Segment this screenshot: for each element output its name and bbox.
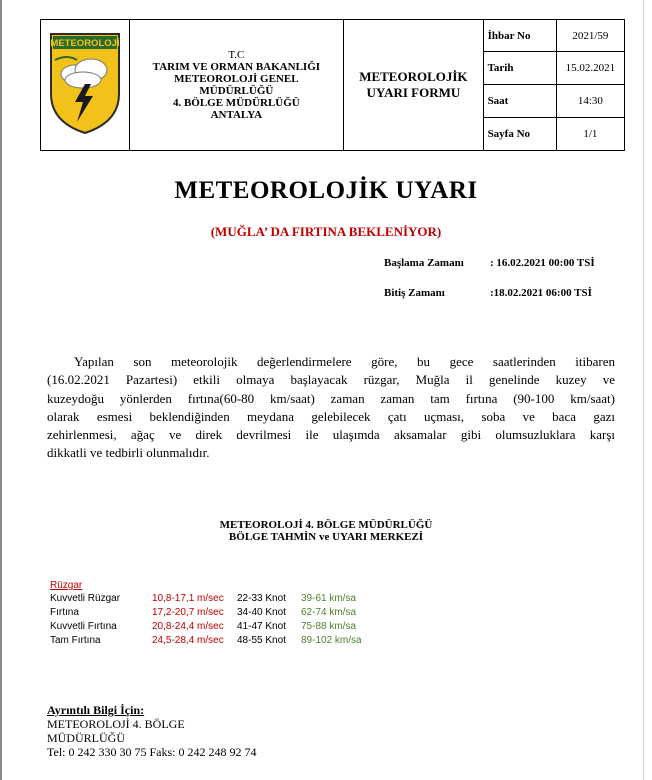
field-label: İhbar No xyxy=(483,20,556,52)
wind-row xyxy=(50,593,357,607)
contact-phone: Tel: 0 242 330 30 75 Faks: 0 242 248 92 74 xyxy=(47,745,257,759)
org-line: ANTALYA xyxy=(210,109,263,121)
wind-heading: Rüzgar xyxy=(50,580,83,591)
body-line: zehirlenmesi, ağaç ve direk devrilmesi ile ulaşımda aksamalar gibi olumsuzluklara karşı xyxy=(47,427,615,443)
wind-kmh: 39-61 km/sa xyxy=(301,593,357,604)
field-label: Saat xyxy=(483,85,556,118)
wind-ms: 10,8-17,1 m/sec xyxy=(152,593,224,604)
form-title-cell xyxy=(344,20,483,151)
start-time-label: Başlama Zamanı xyxy=(384,257,464,269)
wind-ms: 20,8-24,4 m/sec xyxy=(152,621,224,632)
warning-body xyxy=(47,353,615,463)
page-right-border xyxy=(643,0,644,780)
org-line: METEOROLOJİ GENEL xyxy=(174,73,299,85)
form-title-line: METEOROLOJİK xyxy=(359,69,468,84)
organization-cell xyxy=(129,20,344,151)
end-time-value: :18.02.2021 06:00 TSİ xyxy=(490,287,592,299)
document-title: METEOROLOJİK UYARI xyxy=(174,177,478,204)
contact-title: Ayrıntılı Bilgi İçin: xyxy=(47,703,145,717)
org-line: T.C xyxy=(228,49,245,61)
body-line: kuzeydoğu yönlerden fırtına(60-80 km/saat) zaman zaman tam fırtına (90-100 km/saat) xyxy=(47,390,615,406)
wind-knot: 22-33 Knot xyxy=(237,593,286,604)
wind-knot: 34-40 Knot xyxy=(237,607,286,618)
org-line: TARIM VE ORMAN BAKANLIĞI xyxy=(152,61,321,73)
field-value: 2021/59 xyxy=(556,20,624,52)
document-subtitle: (MUĞLA’ DA FIRTINA BEKLENİYOR) xyxy=(210,224,442,239)
header-table xyxy=(40,19,625,151)
start-time-value: : 16.02.2021 00:00 TSİ xyxy=(490,257,595,269)
body-line: Yapılan son meteorolojik değerlendirmelere göre, bu gece saatlerinden itibaren xyxy=(74,354,615,369)
page-left-border xyxy=(0,0,2,780)
wind-knot: 48-55 Knot xyxy=(237,635,286,646)
end-time-label: Bitiş Zamanı xyxy=(384,287,445,299)
org-line: MÜDÜRLÜĞÜ xyxy=(199,85,274,97)
field-value: 14:30 xyxy=(556,85,624,118)
body-line: olarak esmesi beklendiğinden meydana gelebilecek çatı uçması, soba ve baca gazı xyxy=(47,408,615,424)
contact-block xyxy=(47,703,257,759)
wind-row xyxy=(50,607,357,621)
wind-name: Fırtına xyxy=(50,607,79,618)
field-label: Tarih xyxy=(483,52,556,85)
logo-cell xyxy=(41,20,130,151)
field-value: 1/1 xyxy=(556,118,624,151)
form-title-line: UYARI FORMU xyxy=(366,85,461,100)
body-line: dikkatli ve tedbirli olunmalıdır. xyxy=(47,445,210,461)
org-line: 4. BÖLGE MÜDÜRLÜĞÜ xyxy=(172,97,300,109)
wind-scale-table xyxy=(50,580,362,649)
meteoroloji-logo xyxy=(47,30,123,136)
signature-line: METEOROLOJİ 4. BÖLGE MÜDÜRLÜĞÜ xyxy=(219,519,433,531)
wind-kmh: 89-102 km/sa xyxy=(301,635,362,646)
wind-name: Kuvvetli Fırtına xyxy=(50,621,117,632)
wind-row xyxy=(50,621,357,635)
wind-kmh: 62-74 km/sa xyxy=(301,607,357,618)
body-line: (16.02.2021 Pazartesi) etkili olmaya başlayacak rüzgar, Muğla il genelinde kuzey ve xyxy=(47,372,615,388)
wind-ms: 17,2-20,7 m/sec xyxy=(152,607,224,618)
wind-knot: 41-47 Knot xyxy=(237,621,286,632)
contact-line: METEOROLOJİ 4. BÖLGE xyxy=(47,717,185,731)
wind-kmh: 75-88 km/sa xyxy=(301,621,357,632)
logo-text: METEOROLOJİ xyxy=(50,37,120,49)
wind-row xyxy=(50,635,362,649)
wind-name: Tam Fırtına xyxy=(50,635,101,646)
wind-name: Kuvvetli Rüzgar xyxy=(50,593,121,604)
field-value: 15.02.2021 xyxy=(556,52,624,85)
signature-line: BÖLGE TAHMİN ve UYARI MERKEZİ xyxy=(228,531,424,543)
field-label: Sayfa No xyxy=(483,118,556,151)
wind-ms: 24,5-28,4 m/sec xyxy=(152,635,224,646)
contact-line: MÜDÜRLÜĞÜ xyxy=(47,731,125,745)
signature-block xyxy=(0,519,652,543)
